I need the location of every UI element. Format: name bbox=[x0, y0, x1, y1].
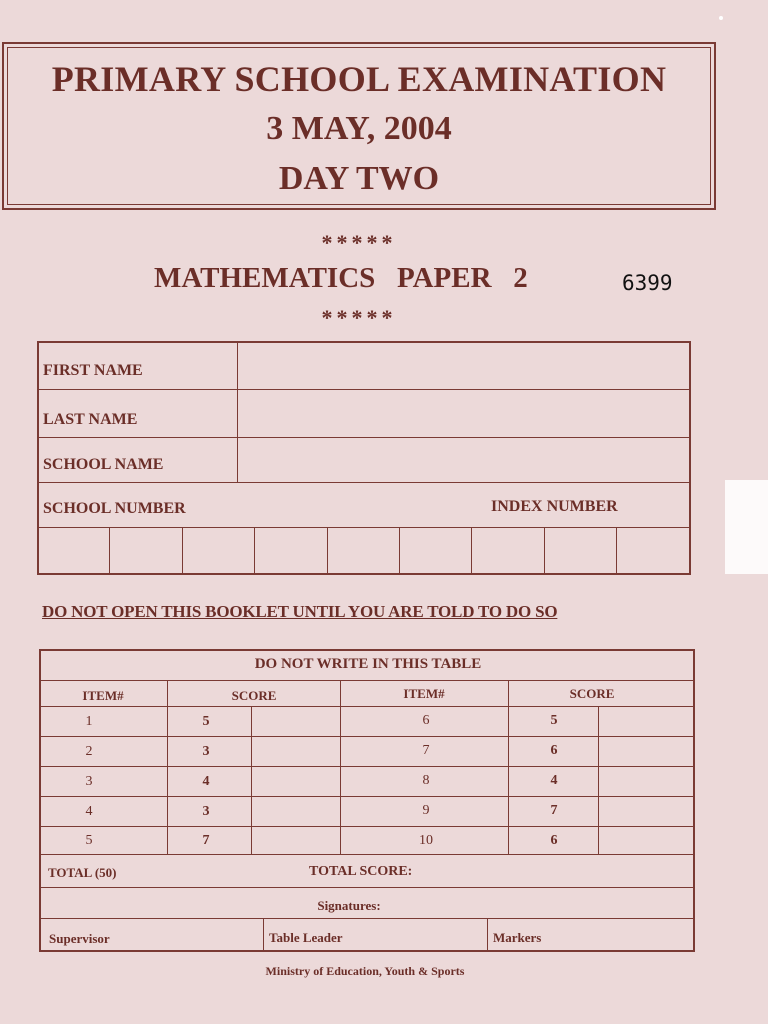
total-label: TOTAL (50) bbox=[48, 865, 117, 880]
row-line bbox=[41, 796, 693, 797]
total-score-label: TOTAL SCORE: bbox=[309, 864, 413, 879]
last-name-label: LAST NAME bbox=[43, 411, 138, 428]
last-name-field[interactable] bbox=[237, 390, 238, 437]
digit-box-divider bbox=[254, 528, 255, 573]
item-number: 2 bbox=[85, 744, 93, 759]
digit-box-divider bbox=[182, 528, 183, 573]
stars-top: ***** bbox=[321, 230, 397, 255]
paper-code: 6399 bbox=[622, 271, 673, 295]
header-item-right: ITEM# bbox=[403, 686, 445, 701]
digit-box-divider bbox=[109, 528, 110, 573]
row-line bbox=[41, 854, 693, 855]
last-name-row bbox=[39, 390, 689, 438]
number-digit-boxes bbox=[39, 528, 689, 573]
first-name-label: FIRST NAME bbox=[43, 362, 143, 379]
first-name-field[interactable] bbox=[237, 343, 238, 389]
header-item-left: ITEM# bbox=[82, 688, 124, 703]
candidate-info-box bbox=[37, 341, 691, 575]
item-number: 10 bbox=[419, 833, 433, 848]
item-max-score: 6 bbox=[550, 743, 558, 758]
col-line bbox=[508, 680, 509, 854]
col-line bbox=[167, 680, 168, 854]
row-line bbox=[41, 918, 693, 919]
ministry-footer: Ministry of Education, Youth & Sports bbox=[265, 964, 465, 978]
table-leader-label: Table Leader bbox=[269, 930, 343, 945]
row-line bbox=[41, 680, 693, 681]
item-number: 3 bbox=[85, 774, 93, 789]
item-number: 5 bbox=[85, 833, 93, 848]
markers-label: Markers bbox=[493, 930, 542, 945]
item-number: 4 bbox=[85, 804, 93, 819]
item-max-score: 4 bbox=[202, 774, 210, 789]
supervisor-label: Supervisor bbox=[49, 931, 110, 946]
exam-title: PRIMARY SCHOOL EXAMINATION bbox=[51, 59, 667, 99]
item-number: 6 bbox=[422, 713, 430, 728]
school-name-field[interactable] bbox=[237, 438, 238, 482]
item-max-score: 5 bbox=[550, 713, 558, 728]
digit-box-divider bbox=[616, 528, 617, 573]
row-line bbox=[41, 826, 693, 827]
row-line bbox=[41, 887, 693, 888]
title-box bbox=[2, 42, 716, 210]
item-number: 8 bbox=[422, 773, 430, 788]
warning-notice: DO NOT OPEN THIS BOOKLET UNTIL YOU ARE TOLD TO DO SO bbox=[42, 602, 558, 621]
subject-title: MATHEMATICS PAPER 2 bbox=[154, 262, 528, 294]
digit-box-divider bbox=[471, 528, 472, 573]
item-max-score: 3 bbox=[202, 744, 210, 759]
digit-box-divider bbox=[544, 528, 545, 573]
col-line bbox=[340, 680, 341, 854]
stars-bottom: ***** bbox=[321, 305, 397, 330]
marks-table bbox=[39, 649, 695, 952]
item-number: 9 bbox=[422, 803, 430, 818]
header-score-left: SCORE bbox=[231, 688, 277, 703]
item-max-score: 7 bbox=[202, 833, 210, 848]
signatures-label: Signatures: bbox=[317, 898, 381, 913]
exam-day: DAY TWO bbox=[278, 160, 440, 197]
digit-box-divider bbox=[399, 528, 400, 573]
school-number-label: SCHOOL NUMBER bbox=[43, 500, 186, 517]
item-max-score: 7 bbox=[550, 803, 558, 818]
white-tab bbox=[725, 480, 768, 574]
index-number-label: INDEX NUMBER bbox=[491, 498, 618, 515]
exam-date: 3 MAY, 2004 bbox=[266, 110, 452, 147]
item-max-score: 6 bbox=[550, 833, 558, 848]
item-max-score: 3 bbox=[202, 804, 210, 819]
marks-table-title: DO NOT WRITE IN THIS TABLE bbox=[254, 656, 482, 672]
row-line bbox=[41, 766, 693, 767]
school-name-row bbox=[39, 438, 689, 483]
row-line bbox=[41, 736, 693, 737]
item-max-score: 5 bbox=[202, 714, 210, 729]
col-line bbox=[251, 706, 252, 854]
header-score-right: SCORE bbox=[569, 686, 615, 701]
col-line bbox=[263, 918, 264, 952]
row-line bbox=[41, 706, 693, 707]
paper-speck bbox=[719, 16, 723, 20]
item-max-score: 4 bbox=[550, 773, 558, 788]
item-number: 7 bbox=[422, 743, 430, 758]
col-line bbox=[487, 918, 488, 952]
first-name-row bbox=[39, 343, 689, 390]
number-labels-row bbox=[39, 483, 689, 528]
col-line bbox=[598, 706, 599, 854]
item-number: 1 bbox=[85, 714, 93, 729]
school-name-label: SCHOOL NAME bbox=[43, 456, 164, 473]
digit-box-divider bbox=[327, 528, 328, 573]
